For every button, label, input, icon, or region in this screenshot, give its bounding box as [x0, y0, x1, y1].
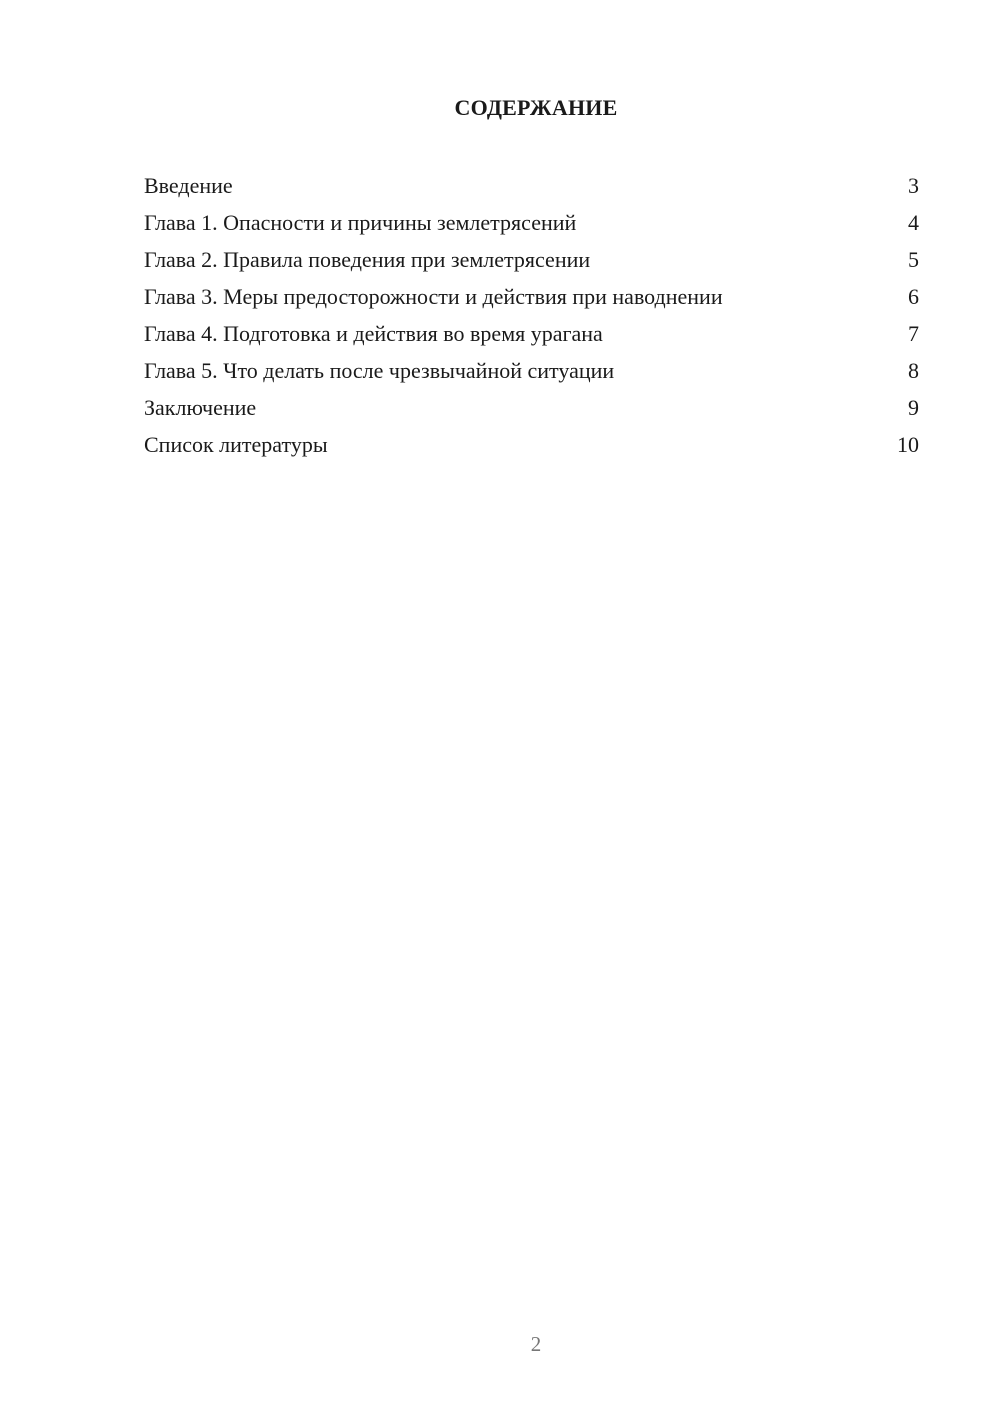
toc-entry-page: 10 [897, 432, 919, 457]
toc-entry [144, 352, 919, 389]
toc-entry-page: 6 [908, 284, 919, 309]
toc-entry [144, 167, 919, 204]
page-number: 2 [530, 1332, 542, 1356]
toc-entry-page: 4 [908, 210, 919, 235]
toc-entry-title: Глава 5. Что делать после чрезвычайной ситуации [144, 358, 615, 383]
toc-entry [144, 389, 919, 426]
table-of-contents [144, 167, 919, 463]
toc-entry-title: Глава 2. Правила поведения при землетрясении [144, 247, 591, 272]
toc-entry [144, 241, 919, 278]
toc-entry-title: Глава 3. Меры предосторожности и действия при наводнении [144, 284, 723, 309]
toc-entry-title: Глава 1. Опасности и причины землетрясений [144, 210, 577, 235]
toc-entry-title: Введение [144, 173, 233, 198]
toc-entry [144, 204, 919, 241]
toc-entry [144, 315, 919, 352]
toc-entry-page: 9 [908, 395, 919, 420]
toc-entry-page: 8 [908, 358, 919, 383]
toc-entry-page: 5 [908, 247, 919, 272]
toc-entry-page: 7 [908, 321, 919, 346]
toc-entry-page: 3 [908, 173, 919, 198]
toc-entry-title: Заключение [144, 395, 257, 420]
toc-entry-title: Глава 4. Подготовка и действия во время урагана [144, 321, 603, 346]
toc-entry [144, 278, 919, 315]
toc-entry-title: Список литературы [144, 432, 328, 457]
toc-entry [144, 426, 919, 463]
page-title: СОДЕРЖАНИЕ [454, 95, 618, 120]
